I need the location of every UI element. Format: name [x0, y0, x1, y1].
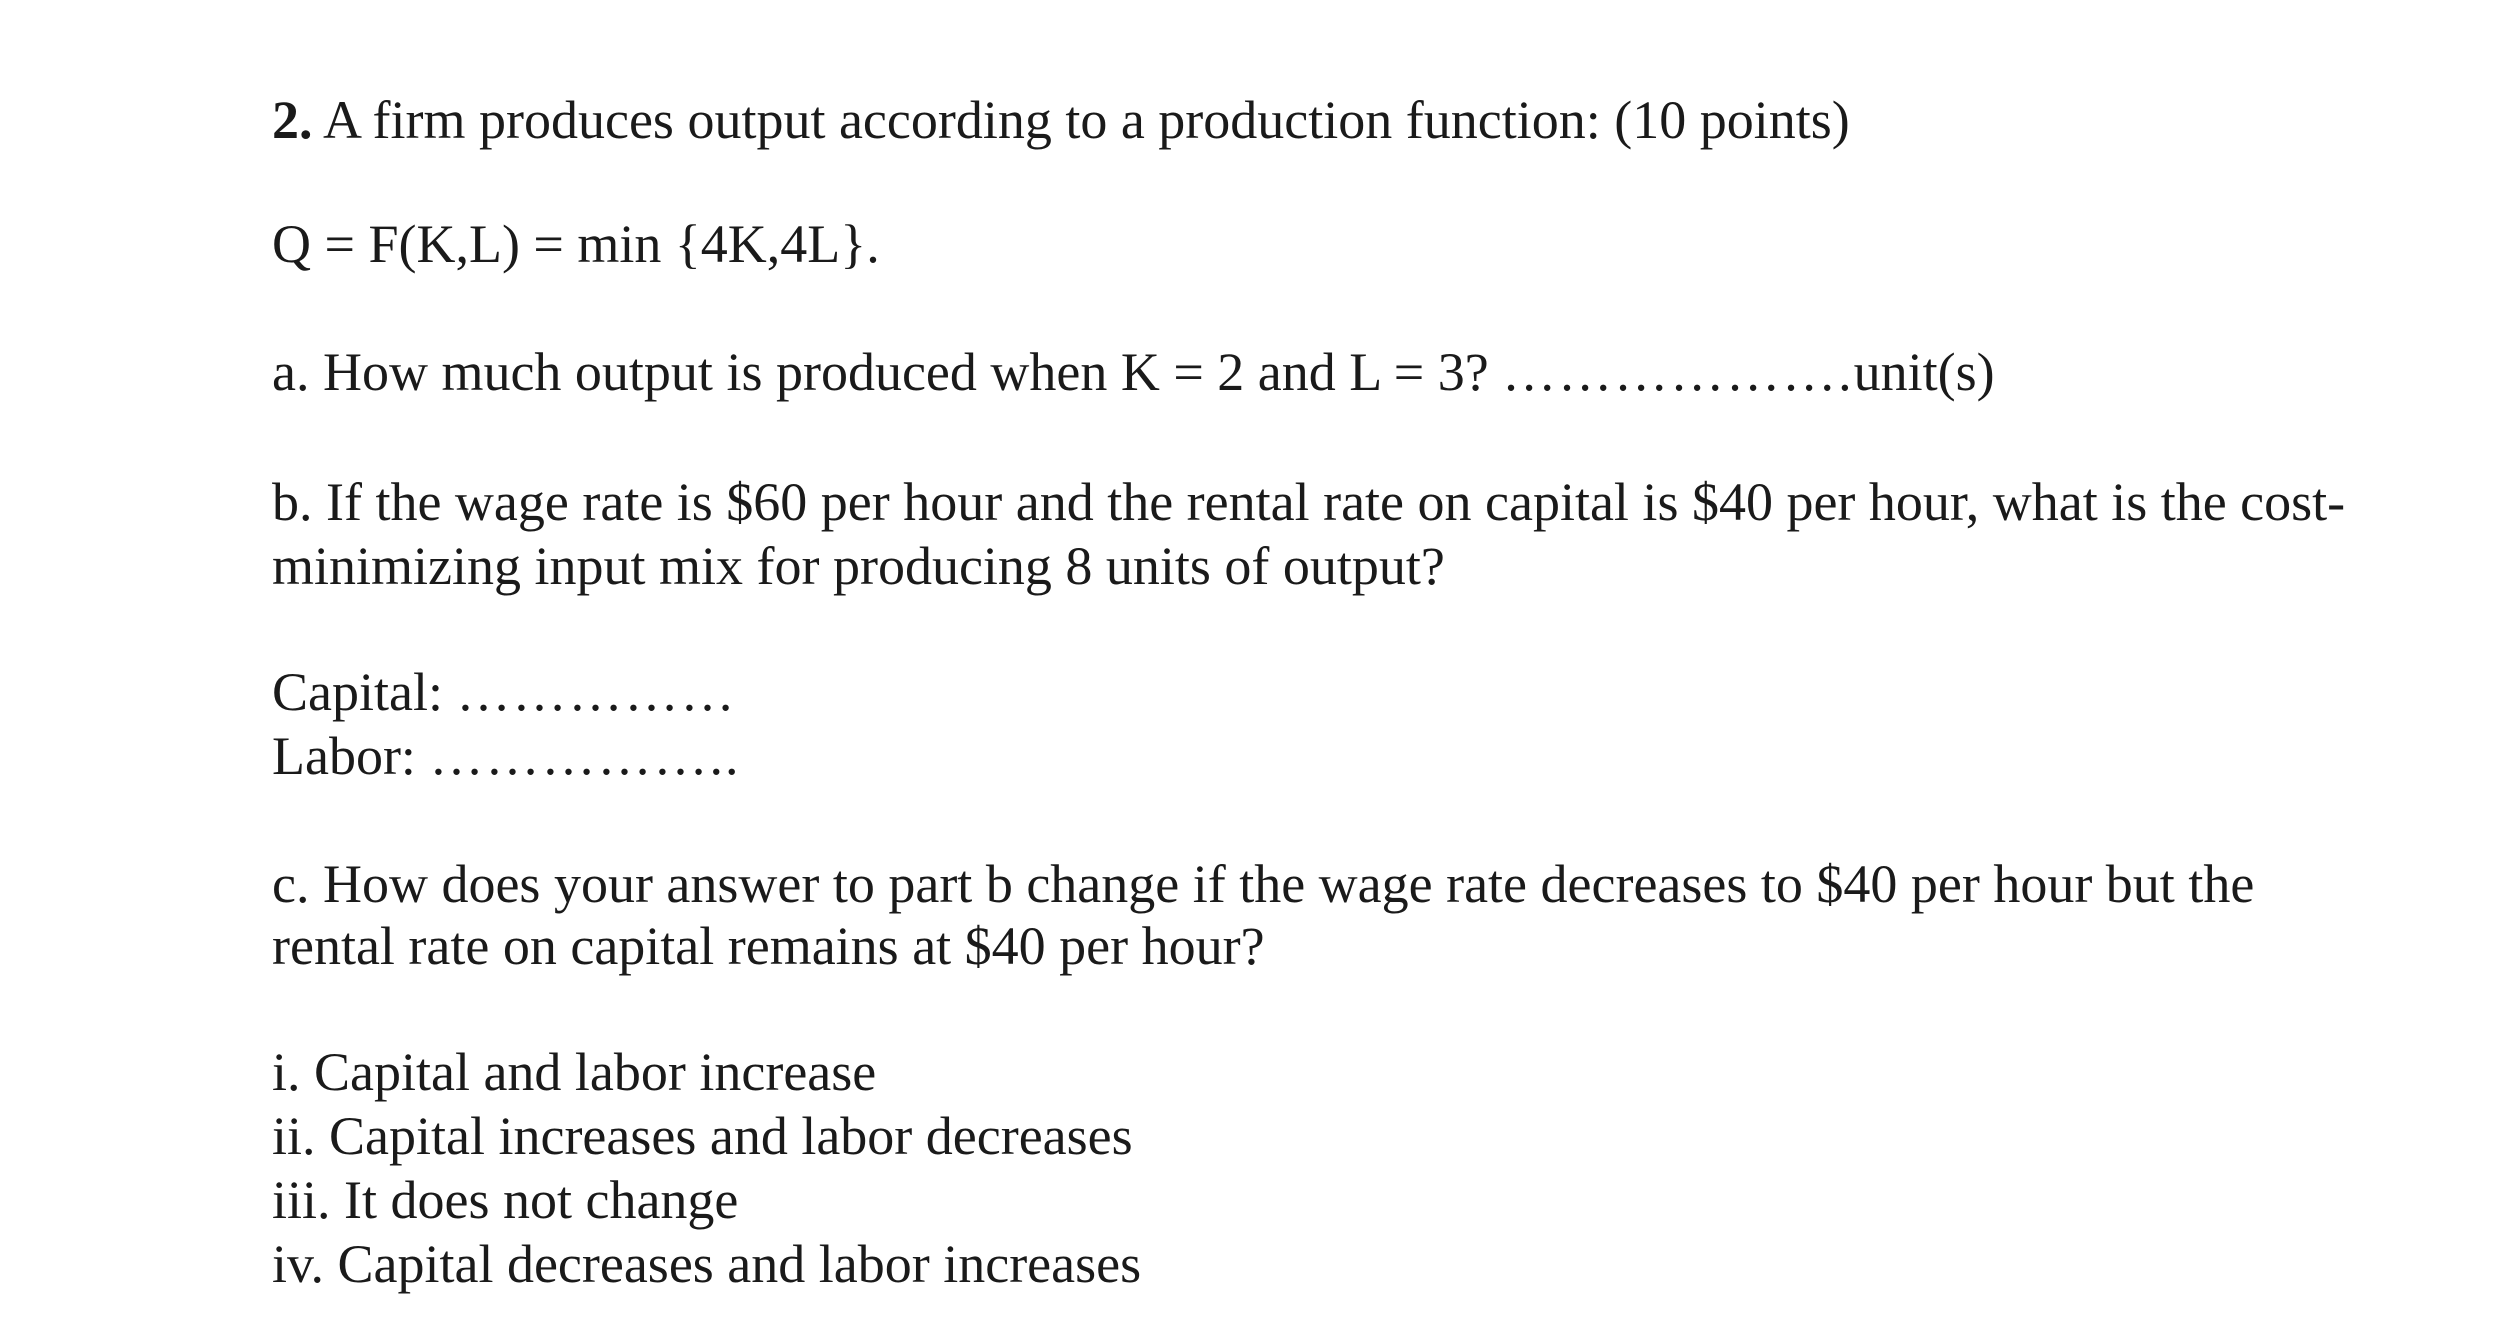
question-title-text: A firm produces output according to a production function: (10 points)	[312, 90, 1850, 150]
labor-answer	[272, 724, 740, 788]
option-iii: iii. It does not change	[272, 1170, 739, 1230]
labor-label: Labor:	[272, 726, 430, 786]
part-b-line-1: b. If the wage rate is $60 per hour and the rental rate on capital is $40 per hour, what is the cost-	[272, 472, 2346, 532]
part-a	[272, 340, 1995, 404]
option-ii: ii. Capital increases and labor decreases	[272, 1106, 1133, 1166]
option-iv: iv. Capital decreases and labor increases	[272, 1234, 1142, 1294]
capital-label: Capital:	[272, 662, 457, 722]
labor-answer-blank[interactable]: ……………..	[429, 726, 741, 786]
part-a-answer-blank[interactable]: ……………….	[1502, 342, 1854, 402]
capital-answer	[272, 660, 736, 724]
part-a-text: a. How much output is produced when K = 2 and L = 3?	[272, 342, 1503, 402]
part-c-line-2: rental rate on capital remains at $40 per hour?	[272, 916, 1265, 976]
question-number: 2.	[272, 90, 313, 150]
part-a-unit: unit(s)	[1853, 342, 1995, 402]
production-function: Q = F(K,L) = min {4K,4L}.	[272, 214, 880, 274]
option-i: i. Capital and labor increase	[272, 1042, 877, 1102]
part-c-line-1: c. How does your answer to part b change if the wage rate decreases to $40 per hour but the	[272, 854, 2255, 914]
question-title	[272, 88, 1850, 152]
capital-answer-blank[interactable]: ……………	[456, 662, 737, 722]
part-b-line-2: minimizing input mix for producing 8 units of output?	[272, 536, 1445, 596]
